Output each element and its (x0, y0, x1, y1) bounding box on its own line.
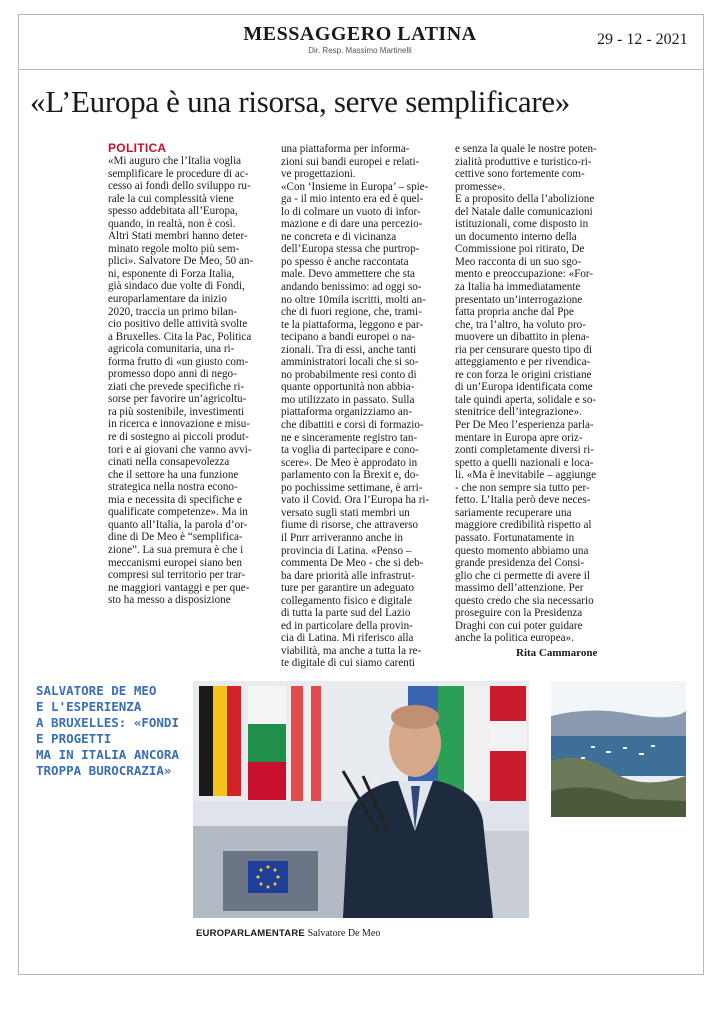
article-line: commenta De Meo - che si deb- (281, 557, 424, 570)
article-line: «Con ‘Insieme in Europa’ – spie- (281, 180, 429, 193)
article-headline: «L’Europa è una risorsa, serve semplificare» (30, 84, 571, 119)
parliament-photo (193, 681, 529, 918)
article-line: grande presidenza del Consi- (455, 557, 585, 570)
article-line: Commissione poi ritirato, De (455, 243, 585, 256)
article-line: fetto. L’Italia però deve neces- (455, 494, 591, 507)
article-line: stenitrice dell’integrazione». (455, 406, 582, 419)
article-line: che dibattiti e corsi di formazio- (281, 419, 424, 432)
article-line: lo di colmare un vuoto di infor- (281, 205, 421, 218)
article-line: fiume di risorse, che attraverso (281, 519, 419, 532)
article-line: Altri Stati membri hanno deter- (108, 230, 248, 243)
article-line: tecipano a bandi europei o na- (281, 331, 415, 344)
article-line: quando, in realtà, non è così. (108, 217, 236, 230)
coast-thumbnail (551, 681, 686, 817)
article-line: rale la cui complessità viene (108, 192, 234, 205)
article-line: presentato un’interrogazione (455, 293, 583, 306)
article-line: versato sugli stati membri un (281, 506, 410, 519)
caption-name: Salvatore De Meo (307, 928, 381, 939)
article-line: minato regole molto più sem- (108, 242, 240, 255)
article-line: ne concreta e di vicinanza (281, 230, 397, 243)
article-line: mentare in Europa apre oriz- (455, 431, 583, 444)
article-line: zionali. Tra di essi, anche tanti (281, 343, 417, 356)
article-line: glio che ci permette di avere il (455, 569, 590, 582)
article-line: sariamente recuperare una (455, 506, 572, 519)
article-line: Draghi con cui poter guidare (455, 619, 583, 632)
sidebar-line: SALVATORE DE MEO (36, 683, 157, 698)
article-line: ta voglia di partecipare e cono- (281, 444, 419, 457)
article-line: di tutta la parte sud del Lazio (281, 607, 411, 620)
article-line: promesso dopo anni di nego- (108, 368, 237, 381)
article-line: li. «Ma è inevitabile – aggiunge (455, 469, 597, 482)
caption-label: EUROPARLAMENTARE (196, 928, 305, 939)
article-line: semplificare le procedure di ac- (108, 167, 249, 180)
article-line: zioni sui bandi europei e relati- (281, 155, 420, 168)
article-line: piattaforma organizziamo an- (281, 406, 413, 419)
article-line: europarlamentare da inizio (108, 293, 227, 306)
article-line: cinati nella consapevolezza (108, 456, 230, 469)
article-line: sorse per favorire un’agricoltu- (108, 393, 247, 406)
photo-caption (196, 928, 380, 939)
article-line: in ricerca e innovazione e misu- (108, 418, 250, 431)
article-column-3 (455, 143, 615, 645)
article-line: anche la politica europea». (455, 632, 574, 645)
article-line: collegamento fisico e digitale (281, 594, 412, 607)
article-line: zonti completamente diversi ri- (455, 444, 594, 457)
article-line: parlamento con la Brexit e, do- (281, 469, 420, 482)
article-line: che il settore ha una funzione (108, 468, 239, 481)
article-line: spesso addebitata all’Europa, (108, 205, 238, 218)
article-line: ne maggiori vantaggi e per que- (108, 581, 250, 594)
article-line: po spesso è anche raccontata (281, 255, 409, 268)
article-line: spetto a quelli nazionali e loca- (455, 456, 594, 469)
issue-date: 29 - 12 - 2021 (597, 31, 688, 48)
byline: Rita Cammarone (516, 647, 598, 659)
article-line: po pochissime settimane, è arri- (281, 481, 423, 494)
article-line: compresi sul territorio per trar- (108, 569, 246, 582)
sidebar-headline (36, 683, 196, 779)
article-line: ra più sostenibile, investimenti (108, 405, 245, 418)
article-line: ba dare priorità alle infrastrut- (281, 569, 415, 582)
article-line: ve progettazioni. (281, 168, 356, 181)
article-line: scere». De Meo è approdato in (281, 456, 418, 469)
article-line: mia e necessita di specifiche e (108, 493, 242, 506)
article-line: vato il Covid. Ora l’Europa ha ri- (281, 494, 430, 507)
article-line: fatta propria anche dal Ppe (455, 306, 574, 319)
article-line: cesso ai fondi dello sviluppo ru- (108, 180, 251, 193)
article-line: cio positivo delle attività svolte (108, 318, 248, 331)
article-column-2 (281, 143, 446, 670)
article-line: - che non sempre sia tutto per- (455, 481, 590, 494)
sidebar-line: MA IN ITALIA ANCORA (36, 747, 179, 762)
article-line: istituzionali, come disposto in (455, 218, 589, 231)
article-line: tori e ai giovani che vanno avvi- (108, 443, 252, 456)
article-line: atteggiamento e per rivendica- (455, 356, 591, 369)
article-line: ne e sinceramente registro tan- (281, 431, 418, 444)
article-line: andando benissimo: ad oggi so- (281, 281, 422, 294)
article-line: agricola comunitaria, una ri- (108, 343, 235, 356)
article-line: forma frutto di «un giusto com- (108, 355, 249, 368)
article-line: già sindaco due volte di Fondi, (108, 280, 245, 293)
article-line: mo utilizzato in passato. Sulla (281, 393, 415, 406)
article-line: za Italia ha immediatamente (455, 281, 581, 294)
article-line: ziati che prevede specifiche ri- (108, 380, 245, 393)
article-line: maggiore credibilità rispetto al (455, 519, 592, 532)
article-line: che, tra l’altro, ha voluto pro- (455, 318, 586, 331)
article-line: viabilità, ma anche a tutta la re- (281, 644, 422, 657)
article-line: tale quindi aperta, solidale e so- (455, 393, 597, 406)
article-line: promesse». (455, 180, 506, 193)
article-line: E a proposito della l’abolizione (455, 193, 595, 206)
article-line: di un’Europa identificata come (455, 381, 593, 394)
article-line: passato. Fortunatamente in (455, 531, 575, 544)
article-line: ria per censurare questo tipo di (455, 343, 593, 356)
article-line: massimo dell’attenzione. Per (455, 582, 584, 595)
article-line: re con forza le origini cristiane (455, 368, 592, 381)
section-kicker: POLITICA (108, 141, 167, 155)
sidebar-line: TROPPA BUROCRAZIA» (36, 763, 172, 778)
article-line: quante opportunità non abbia- (281, 381, 415, 394)
article-line: mazione e di dare una percezio- (281, 218, 423, 231)
article-line: quanto all’Italia, la parola d’or- (108, 518, 248, 531)
article-line: te digitale di cui siamo carenti (281, 657, 416, 670)
article-line: che di fuori regione, che, trami- (281, 306, 422, 319)
article-line: ture per garantire un adeguato (281, 582, 415, 595)
article-line: no probabilmente resi conto di (281, 368, 417, 381)
article-line: un documento interno della (455, 230, 577, 243)
article-line: meccanismi europei siano ben (108, 556, 243, 569)
article-line: questo credo che sia necessario (455, 594, 594, 607)
article-line: una piattaforma per informa- (281, 143, 410, 155)
article-line: cia di Latina. Mi riferisco alla (281, 632, 414, 645)
article-line: cettive sono fortemente com- (455, 168, 585, 181)
article-line: il Pnrr arriveranno anche in (281, 531, 403, 544)
article-line: zialità produttive e turistico-ri- (455, 155, 592, 168)
article-line: proseguire con la Presidenza (455, 607, 583, 620)
publication-name: MESSAGGERO LATINA (243, 23, 477, 45)
article-line: te la piattaforma, leggono e par- (281, 318, 424, 331)
article-line: dine di De Meo è “semplifica- (108, 531, 243, 544)
article-line: Meo racconta di un suo sgo- (455, 255, 582, 268)
article-line: amministratori locali che si so- (281, 356, 419, 369)
article-line: dell’Europa stessa che purtrop- (281, 243, 420, 256)
article-line: questo momento abbiamo una (455, 544, 589, 557)
article-line: qualificate competenze». Ma in (108, 506, 248, 519)
article-line: zione”. La sua premura è che i (108, 543, 244, 556)
article-line: a Bruxelles. Cita la Pac, Politica (108, 330, 252, 343)
article-line: strategica nella nostra econo- (108, 481, 238, 494)
article-line: Per De Meo l’esperienza parla- (455, 419, 594, 432)
article-line: male. Devo ammettere che sta (281, 268, 415, 281)
article-line: muovere un dibattito in plena- (455, 331, 590, 344)
article-line: «Mi auguro che l’Italia voglia (108, 155, 242, 167)
article-column-1 (108, 155, 268, 607)
director-line: Dir. Resp. Massimo Martinelli (308, 46, 412, 55)
article-line: re di sostegno ai piccoli produt- (108, 431, 249, 444)
article-line: ni, esponente di Forza Italia, (108, 267, 235, 280)
article-line: del Natale dalle comunicazioni (455, 205, 593, 218)
article-line: provincia di Latina. «Penso – (281, 544, 412, 557)
sidebar-line: E PROGETTI (36, 731, 112, 746)
article-line: 2020, traccia un primo bilan- (108, 305, 238, 318)
article-line: ed in particolare della provin- (281, 619, 413, 632)
sidebar-line: A BRUXELLES: «FONDI (36, 715, 179, 730)
article-line: sto ha messo a disposizione (108, 594, 231, 607)
article-line: ga - il mio intento era ed è quel- (281, 193, 424, 206)
article-line: mento e preoccupazione: «For- (455, 268, 594, 281)
article-line: e senza la quale le nostre poten- (455, 143, 597, 155)
sidebar-line: E L'ESPERIENZA (36, 699, 142, 714)
article-line: no oltre 10mila iscritti, molti an- (281, 293, 426, 306)
article-line: plici». Salvatore De Meo, 50 an- (108, 255, 254, 268)
